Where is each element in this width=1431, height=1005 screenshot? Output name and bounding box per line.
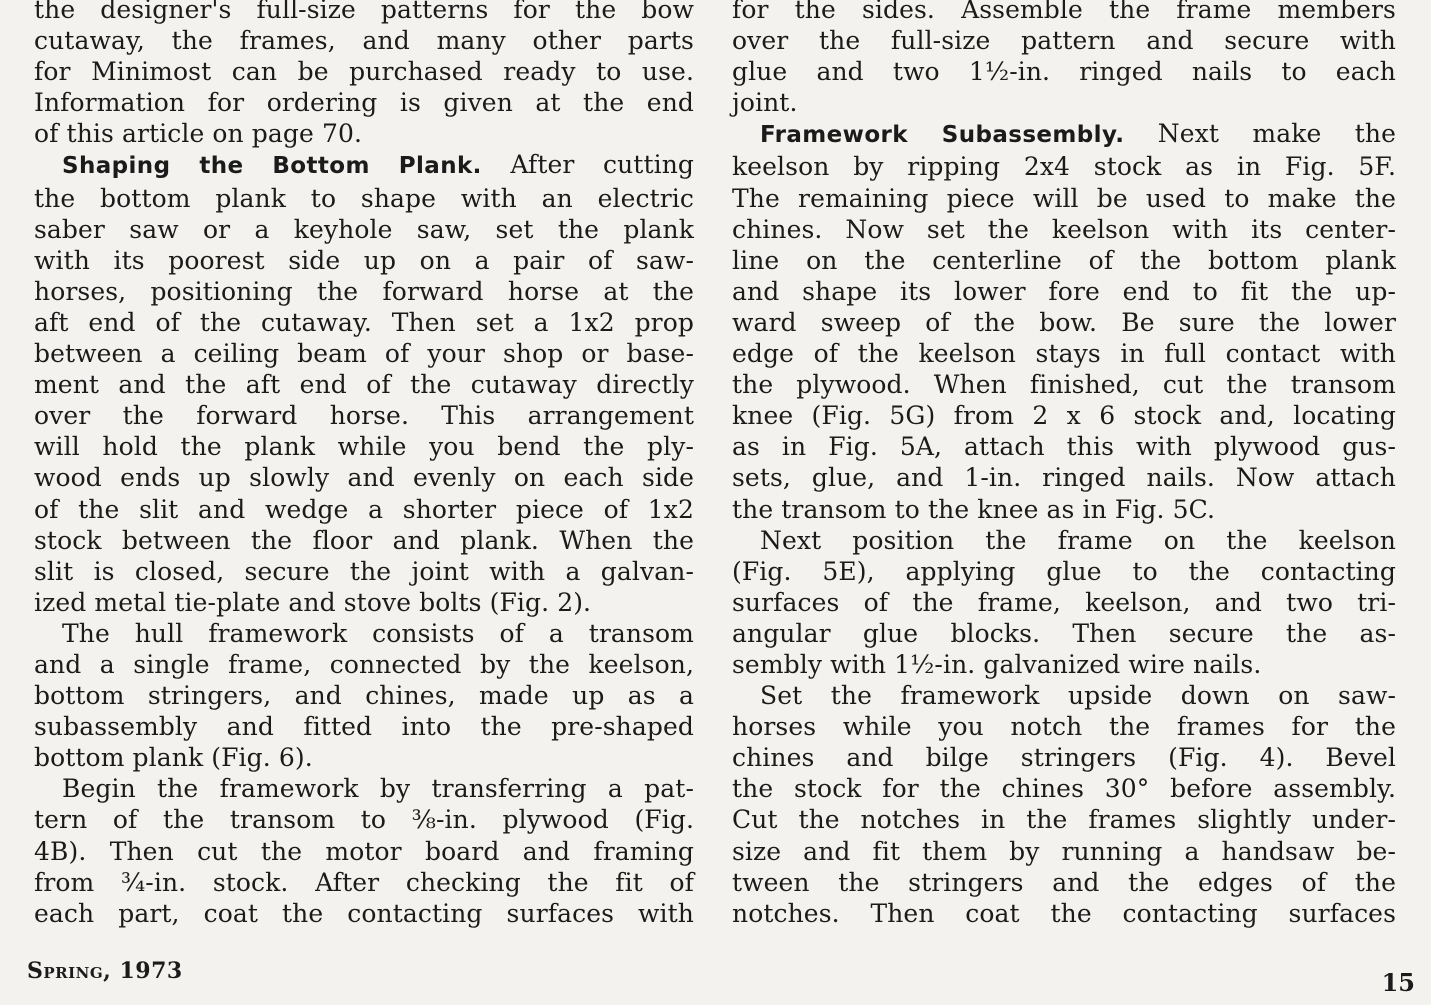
issue-date: Spring, 1973 [27, 958, 183, 984]
text-line: angular glue blocks. Then secure the as- [732, 618, 1396, 648]
paragraph-first-line [34, 149, 694, 182]
text-line: Next position the frame on the keelson [760, 525, 1396, 555]
text-line: between a ceiling beam of your shop or base- [34, 339, 694, 369]
text-line: over the forward horse. This arrangement [34, 401, 694, 431]
left-column [34, 0, 694, 929]
text-line: for the sides. Assemble the frame members [732, 0, 1396, 24]
text-line: ized metal tie-plate and stove bolts (Fig. 2). [34, 587, 592, 617]
text-line: will hold the plank while you bend the ply- [34, 432, 694, 462]
text-line: for Minimost can be purchased ready to use. [34, 57, 694, 87]
text-line: surfaces of the frame, keelson, and two tri- [732, 587, 1396, 617]
section-heading-shaping: Shaping the Bottom Plank. [62, 153, 482, 180]
text-line: ment and the aft end of the cutaway directly [34, 370, 694, 400]
text-line: as in Fig. 5A, attach this with plywood gus- [732, 432, 1396, 462]
text-line: the designer's full-size patterns for the bow [34, 0, 694, 24]
text-line: ward sweep of the bow. Be sure the lower [732, 307, 1396, 337]
text-line: with its poorest side up on a pair of saw- [34, 245, 694, 275]
text-fragment: After cutting [510, 150, 694, 180]
text-line: of this article on page 70. [34, 119, 363, 149]
text-line: chines and bilge stringers (Fig. 4). Bevel [732, 743, 1396, 773]
text-line: stock between the floor and plank. When the [34, 525, 694, 555]
page-number: 15 [1381, 968, 1415, 997]
text-line: each part, coat the contacting surfaces with [34, 898, 694, 928]
text-line: 4B). Then cut the motor board and framing [34, 836, 694, 866]
text-line: wood ends up slowly and evenly on each side [34, 463, 694, 493]
text-line: line on the centerline of the bottom plank [732, 245, 1396, 275]
text-line: subassembly and fitted into the pre-shaped [34, 712, 694, 742]
paragraph-first-line [732, 118, 1396, 151]
text-line: joint. [732, 88, 798, 118]
text-line: of the slit and wedge a shorter piece of 1x2 [34, 494, 694, 524]
text-line: the bottom plank to shape with an electric [34, 183, 694, 213]
text-line: Information for ordering is given at the end [34, 88, 694, 118]
text-line: horses, positioning the forward horse at the [34, 276, 694, 306]
text-line: chines. Now set the keelson with its center- [732, 214, 1396, 244]
text-line: the plywood. When finished, cut the transom [732, 370, 1396, 400]
text-line: the transom to the knee as in Fig. 5C. [732, 494, 1215, 524]
text-line: the stock for the chines 30° before assembly. [732, 774, 1396, 804]
text-line: slit is closed, secure the joint with a galvan- [34, 556, 694, 586]
text-line: keelson by ripping 2x4 stock as in Fig. 5F. [732, 152, 1396, 182]
text-line: cutaway, the frames, and many other parts [34, 26, 694, 56]
text-line: horses while you notch the frames for the [732, 712, 1396, 742]
text-line: (Fig. 5E), applying glue to the contacting [732, 556, 1396, 586]
text-line: and shape its lower fore end to fit the up- [732, 276, 1396, 306]
text-line: tern of the transom to ⅜-in. plywood (Fig. [34, 805, 694, 835]
text-line: saber saw or a keyhole saw, set the plank [34, 214, 694, 244]
text-line: sets, glue, and 1-in. ringed nails. Now attach [732, 463, 1396, 493]
text-line: glue and two 1½-in. ringed nails to each [732, 57, 1396, 87]
text-line: size and fit them by running a handsaw be- [732, 836, 1396, 866]
text-line: tween the stringers and the edges of the [732, 867, 1396, 897]
text-line: Set the framework upside down on saw- [760, 681, 1396, 711]
text-line: The remaining piece will be used to make the [732, 183, 1396, 213]
right-column [732, 0, 1396, 929]
text-line: bottom plank (Fig. 6). [34, 743, 313, 773]
text-fragment: Next make the [1157, 119, 1396, 149]
text-line: sembly with 1½-in. galvanized wire nails. [732, 649, 1262, 679]
text-line: Cut the notches in the frames slightly under- [732, 805, 1396, 835]
text-line: from ¾-in. stock. After checking the fit of [34, 867, 694, 897]
text-line: notches. Then coat the contacting surfaces [732, 898, 1396, 928]
text-line: aft end of the cutaway. Then set a 1x2 prop [34, 307, 694, 337]
text-line: knee (Fig. 5G) from 2 x 6 stock and, locating [732, 401, 1396, 431]
section-heading-framework: Framework Subassembly. [760, 122, 1125, 149]
text-line: over the full-size pattern and secure with [732, 26, 1396, 56]
text-line: and a single frame, connected by the keelson, [34, 649, 694, 679]
text-line: bottom stringers, and chines, made up as a [34, 681, 694, 711]
text-line: edge of the keelson stays in full contact with [732, 339, 1396, 369]
text-line: The hull framework consists of a transom [62, 618, 694, 648]
text-line: Begin the framework by transferring a pat- [62, 774, 694, 804]
